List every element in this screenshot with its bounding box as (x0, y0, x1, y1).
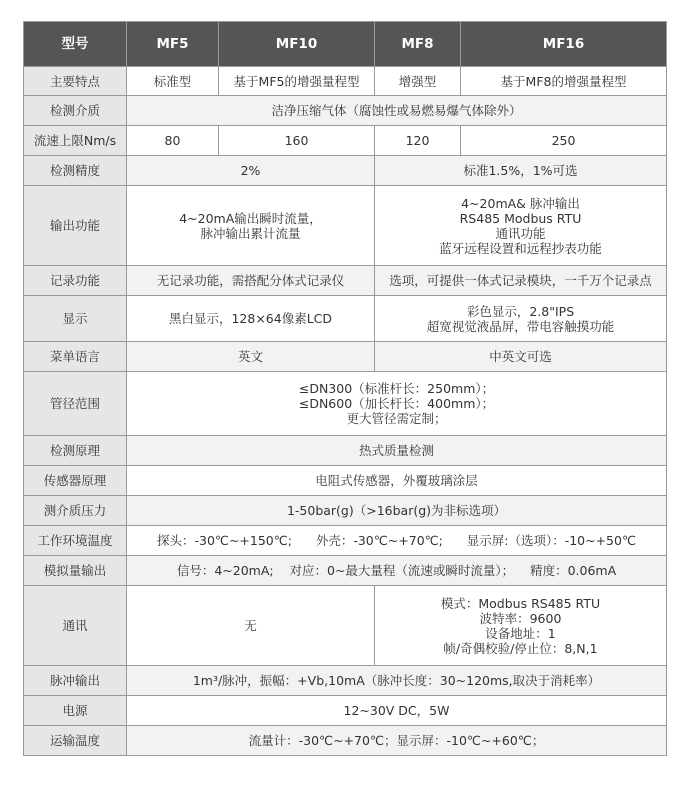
spec-table (23, 21, 667, 756)
table-row (24, 342, 667, 372)
row-label: 检测介质 (24, 96, 127, 126)
table-header-row (24, 22, 667, 67)
cell-value: 无记录功能，需搭配分体式记录仪 (127, 266, 375, 296)
cell-value: 4~20mA& 脉冲输出 RS485 Modbus RTU 通讯功能 蓝牙远程设置和远程抄表功能 (375, 186, 667, 266)
cell-value: 无 (127, 586, 375, 666)
table-row (24, 466, 667, 496)
table-row (24, 436, 667, 466)
row-label: 记录功能 (24, 266, 127, 296)
cell-value: 彩色显示，2.8"IPS 超宽视觉液晶屏，带电容触摸功能 (375, 296, 667, 342)
row-label: 通讯 (24, 586, 127, 666)
cell-value: 流量计：-30℃~+70℃；显示屏：-10℃~+60℃； (127, 726, 667, 756)
cell-value: 热式质量检测 (127, 436, 667, 466)
spec-table-wrapper (23, 21, 666, 756)
row-label: 流速上限Nm/s (24, 126, 127, 156)
table-row (24, 186, 667, 266)
table-row (24, 266, 667, 296)
table-row (24, 96, 667, 126)
cell-value: 增强型 (375, 67, 461, 96)
cell-value: 标准1.5%，1%可选 (375, 156, 667, 186)
row-label: 模拟量输出 (24, 556, 127, 586)
table-row (24, 372, 667, 436)
cell-value: 基于MF8的增强量程型 (461, 67, 667, 96)
cell-value: 12~30V DC，5W (127, 696, 667, 726)
cell-value: ≤DN300（标准杆长：250mm）； ≤DN600（加长杆长：400mm）； 更大管径需定制； (127, 372, 667, 436)
table-row (24, 126, 667, 156)
row-label: 管径范围 (24, 372, 127, 436)
cell-value: 120 (375, 126, 461, 156)
cell-value: 黑白显示，128×64像素LCD (127, 296, 375, 342)
cell-value: 模式：Modbus RS485 RTU 波特率：9600 设备地址：1 帧/奇偶校验/停止位：8,N,1 (375, 586, 667, 666)
row-label: 主要特点 (24, 67, 127, 96)
cell-value: 探头：-30℃~+150℃; 外壳：-30℃~+70℃; 显示屏:（选项）：-10~+50℃ (127, 526, 667, 556)
cell-value: 英文 (127, 342, 375, 372)
table-row (24, 496, 667, 526)
cell-value: 250 (461, 126, 667, 156)
header-mf10: MF10 (219, 22, 375, 67)
header-mf8: MF8 (375, 22, 461, 67)
cell-value: 基于MF5的增强量程型 (219, 67, 375, 96)
table-row (24, 67, 667, 96)
cell-value: 160 (219, 126, 375, 156)
cell-value: 2% (127, 156, 375, 186)
table-row (24, 156, 667, 186)
cell-value: 1-50bar(g)（>16bar(g)为非标选项） (127, 496, 667, 526)
table-row (24, 726, 667, 756)
table-row (24, 556, 667, 586)
cell-value: 中英文可选 (375, 342, 667, 372)
table-row (24, 526, 667, 556)
cell-value: 电阻式传感器，外覆玻璃涂层 (127, 466, 667, 496)
row-label: 输出功能 (24, 186, 127, 266)
header-mf5: MF5 (127, 22, 219, 67)
row-label: 菜单语言 (24, 342, 127, 372)
header-model: 型号 (24, 22, 127, 67)
row-label: 检测原理 (24, 436, 127, 466)
cell-value: 标准型 (127, 67, 219, 96)
row-label: 检测精度 (24, 156, 127, 186)
table-row (24, 296, 667, 342)
row-label: 脉冲输出 (24, 666, 127, 696)
cell-value: 信号：4~20mA; 对应：0~最大量程（流速或瞬时流量）； 精度：0.06mA (127, 556, 667, 586)
cell-value: 80 (127, 126, 219, 156)
table-row (24, 666, 667, 696)
cell-value: 洁净压缩气体（腐蚀性或易燃易爆气体除外） (127, 96, 667, 126)
row-label: 传感器原理 (24, 466, 127, 496)
header-mf16: MF16 (461, 22, 667, 67)
row-label: 显示 (24, 296, 127, 342)
row-label: 电源 (24, 696, 127, 726)
cell-value: 4~20mA输出瞬时流量， 脉冲输出累计流量 (127, 186, 375, 266)
row-label: 工作环境温度 (24, 526, 127, 556)
row-label: 测介质压力 (24, 496, 127, 526)
cell-value: 1m³/脉冲，振幅：+Vb,10mA（脉冲长度：30~120ms,取决于消耗率） (127, 666, 667, 696)
row-label: 运输温度 (24, 726, 127, 756)
table-row (24, 586, 667, 666)
cell-value: 选项，可提供一体式记录模块，一千万个记录点 (375, 266, 667, 296)
table-row (24, 696, 667, 726)
